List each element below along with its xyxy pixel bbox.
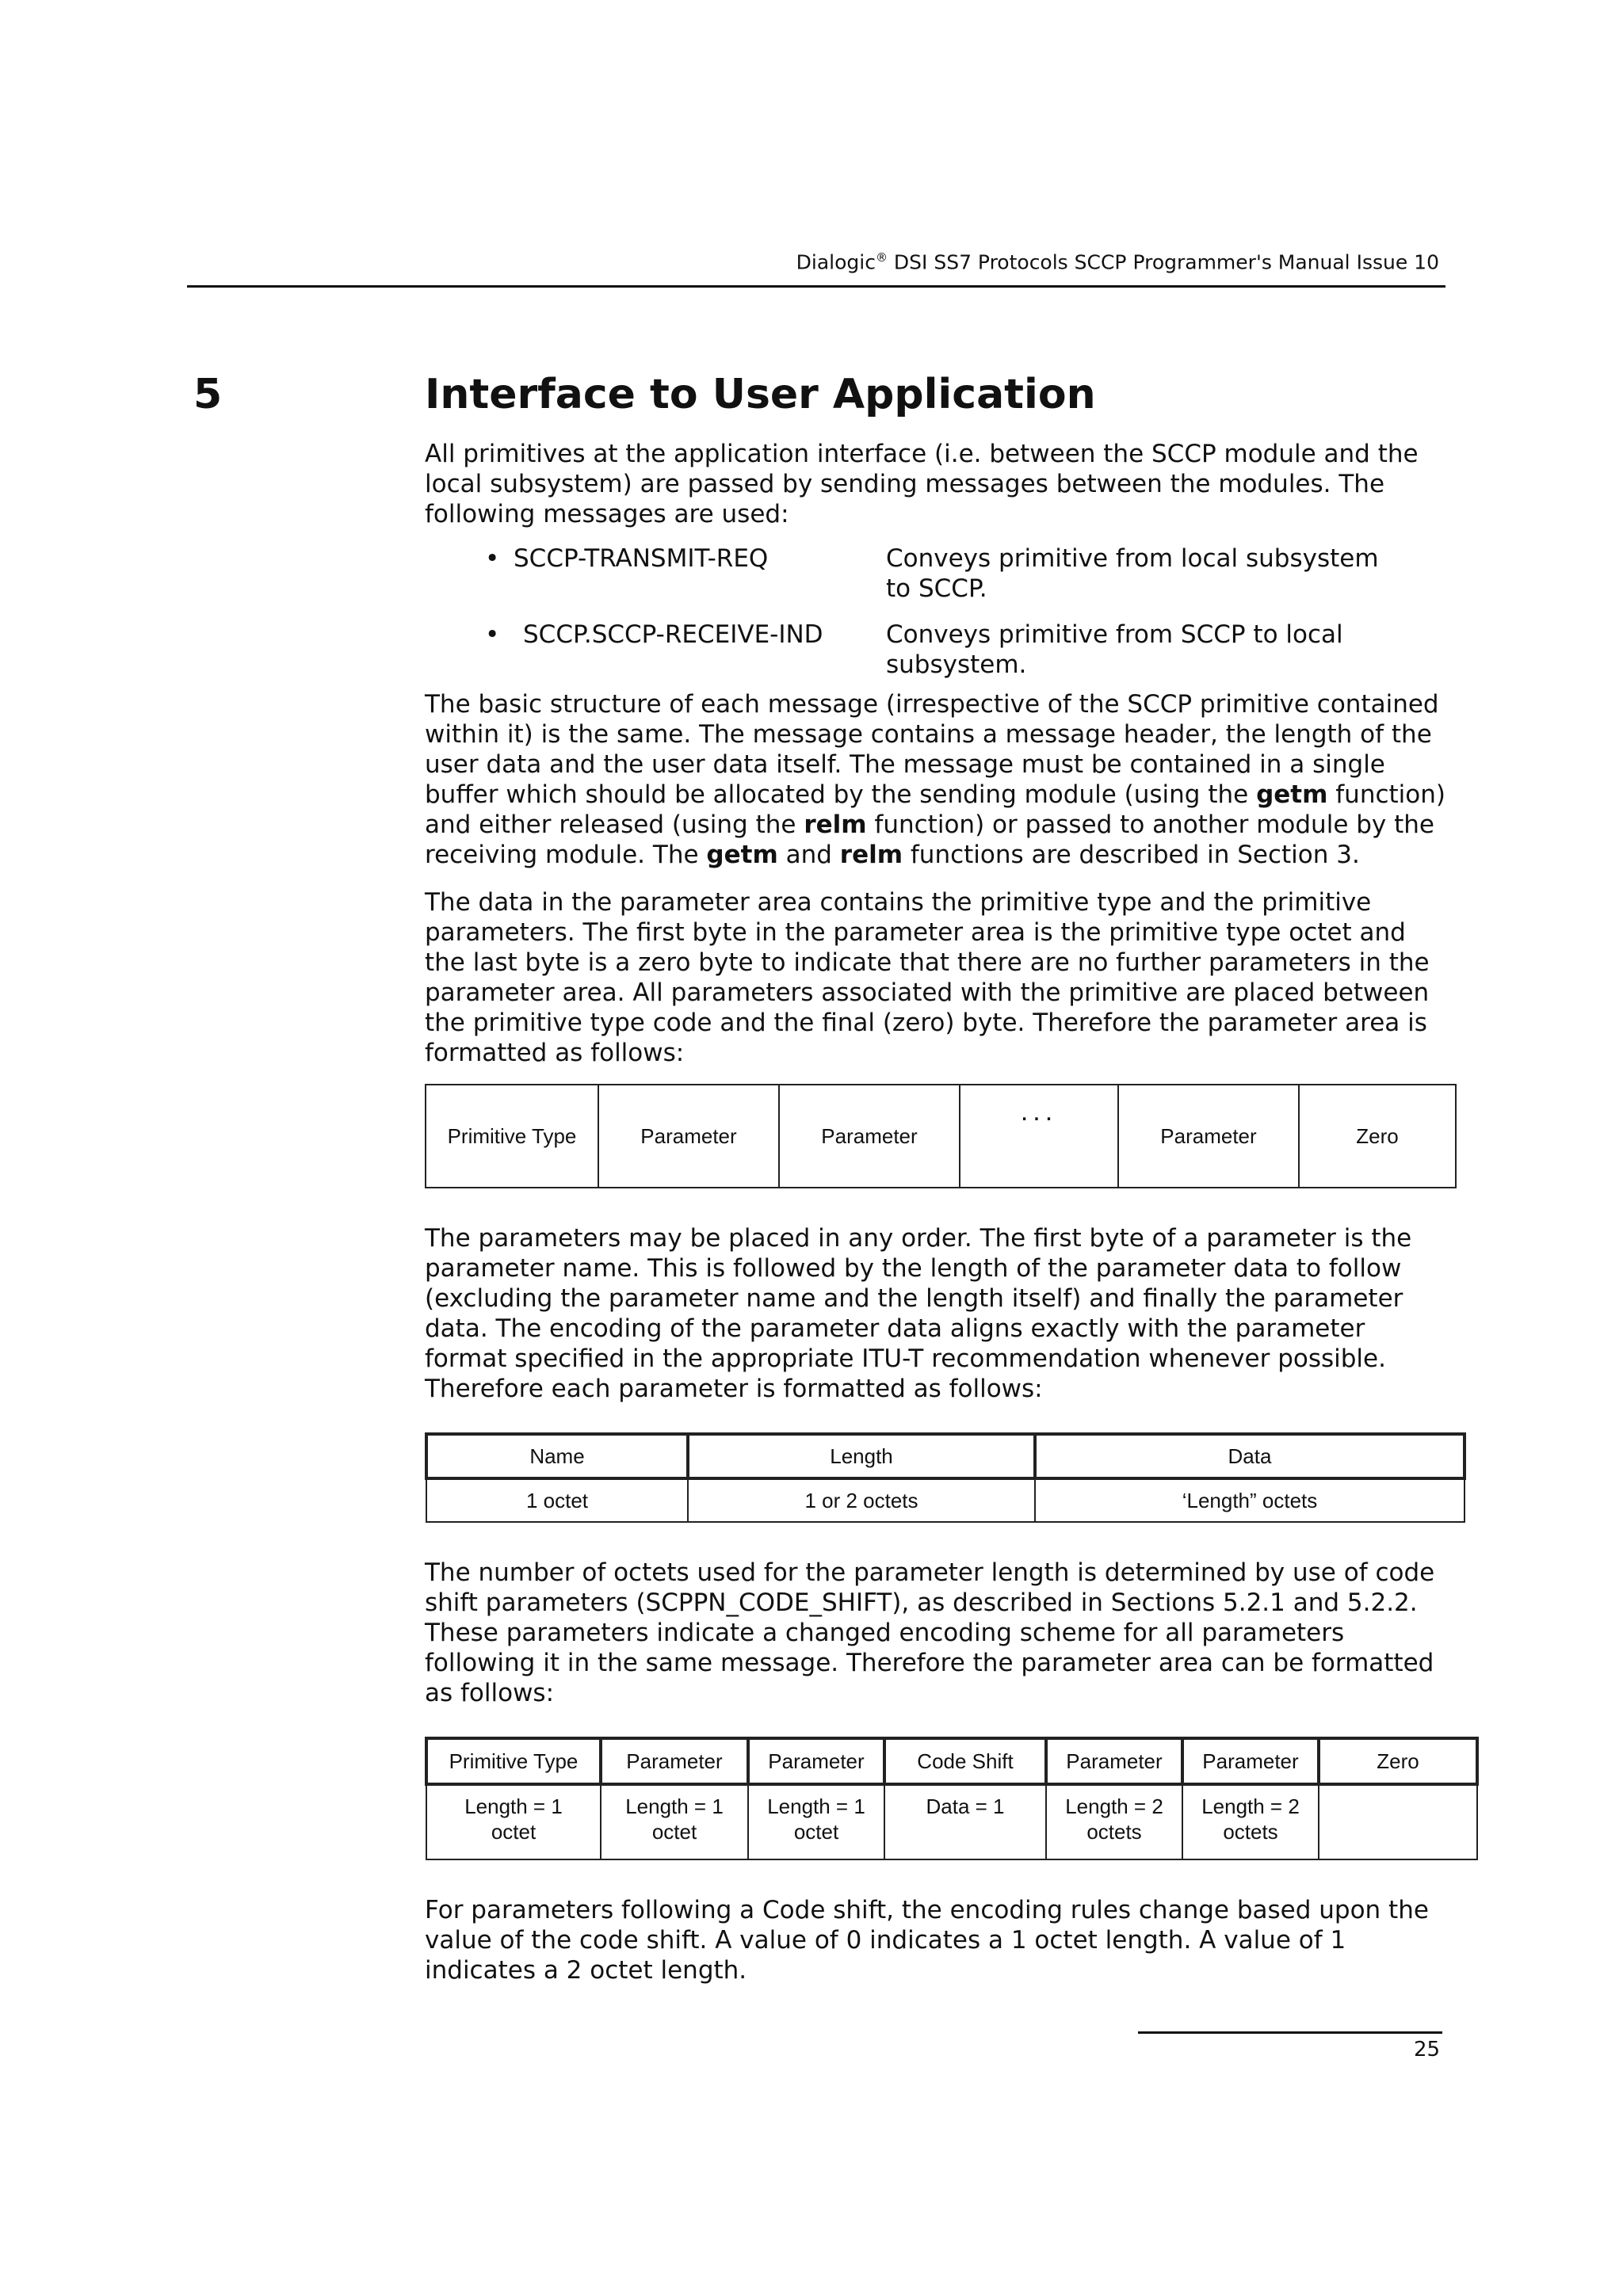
getm-keyword: getm (706, 841, 778, 869)
table-cell: Length = 1 octet (601, 1784, 748, 1859)
table-cell: ‘Length” octets (1035, 1478, 1465, 1522)
message-name: SCCP.SCCP-RECEIVE-IND (523, 620, 823, 649)
table-cell (1319, 1784, 1477, 1859)
intro-paragraph: All primitives at the application interface (i.e. between the SCCP module and the local subsystem) are passed by sending messages between the modules. The following messages are used: (425, 440, 1419, 528)
message-description: Conveys primitive from SCCP to local subsystem. (886, 620, 1343, 679)
table-header-cell: Parameter (1182, 1738, 1319, 1784)
table-cell: Data = 1 (884, 1784, 1046, 1859)
table-cell: Length = 2 octets (1182, 1784, 1319, 1859)
table-header-cell: Name (426, 1434, 688, 1478)
relm-keyword: relm (839, 841, 903, 869)
table-cell: Parameter (598, 1085, 779, 1188)
table-cell: Parameter (1118, 1085, 1299, 1188)
table-header-cell: Parameter (748, 1738, 884, 1784)
list-item (425, 543, 1447, 604)
header-title (796, 250, 1439, 273)
page-header (187, 246, 1445, 288)
parameter-format-paragraph: The parameters may be placed in any order. The first byte of a parameter is the parameter name. This is followed by the length of the parameter data to follow (excluding the parameter name and the length itself) and finally the parameter data. The encoding of the parameter data aligns exactly with the parameter format specified in the appropriate ITU-T recommendation whenever possible. Therefore each parameter is formatted as follows: (425, 1224, 1412, 1403)
bullet-icon: • (485, 544, 500, 573)
code-shift-paragraph: The number of octets used for the parameter length is determined by use of code shift parameters (SCPPN_CODE_SHIFT), as described in Sections 5.2.1 and 5.2.2. These parameters indicate a changed encoding scheme for all parameters following it in the same message. Therefore the parameter area can be formatted as follows: (425, 1558, 1435, 1707)
parameter-area-table (425, 1084, 1457, 1188)
table-header-cell: Primitive Type (426, 1738, 601, 1784)
table-cell: Length = 2 octets (1046, 1784, 1182, 1859)
structure-paragraph: The basic structure of each message (irrespective of the SCCP primitive contained within it) is the same. The message contains a message header, the length of the user data and the user data itself. The message must be contained in a single buffer which should be allocated by the sending module (using the getm function) and either released (using the relm function) or passed to another module by the receiving module. The getm and relm functions are described in Section 3. (425, 690, 1445, 869)
table-cell: Parameter (779, 1085, 960, 1188)
table-cell: 1 or 2 octets (688, 1478, 1035, 1522)
parameter-area-paragraph: The data in the parameter area contains the primitive type and the primitive parameters. The first byte in the parameter area is the primitive type octet and the last byte is a zero byte to indicate that there are no further parameters in the parameter area. All parameters associated with the primitive are placed between the primitive type code and the final (zero) byte. Therefore the parameter area is formatted as follows: (425, 888, 1430, 1067)
table-cell: Zero (1299, 1085, 1456, 1188)
table-header-cell: Data (1035, 1434, 1465, 1478)
table-cell: Length = 1 octet (426, 1784, 601, 1859)
footer-rule (1138, 2031, 1442, 2034)
code-shift-table (425, 1737, 1479, 1860)
relm-keyword: relm (804, 810, 867, 839)
message-description: Conveys primitive from local subsystem to SCCP. (886, 544, 1379, 603)
bullet-icon: • (485, 620, 500, 649)
message-name: SCCP-TRANSMIT-REQ (514, 544, 769, 573)
table-cell: Primitive Type (426, 1085, 598, 1188)
page-number: 25 (1414, 2038, 1441, 2061)
registered-mark: ® (875, 250, 888, 265)
table-header-cell: Parameter (1046, 1738, 1182, 1784)
header-brand: Dialogic (796, 250, 876, 274)
chapter-title: Interface to User Application (425, 371, 1096, 418)
table-header-cell: Code Shift (884, 1738, 1046, 1784)
table-cell: Length = 1 octet (748, 1784, 884, 1859)
main-content (425, 439, 1447, 1985)
table-header-cell: Zero (1319, 1738, 1477, 1784)
parameter-format-table (425, 1432, 1466, 1523)
ellipsis-cell: ... (960, 1085, 1118, 1188)
table-header-cell: Length (688, 1434, 1035, 1478)
getm-keyword: getm (1256, 780, 1328, 809)
table-cell: 1 octet (426, 1478, 688, 1522)
chapter-number: 5 (193, 371, 223, 418)
list-item (425, 620, 1447, 680)
final-paragraph: For parameters following a Code shift, the encoding rules change based upon the value of the code shift. A value of 0 indicates a 1 octet length. A value of 1 indicates a 2 octet length. (425, 1896, 1429, 1985)
table-header-cell: Parameter (601, 1738, 748, 1784)
header-manual-title: DSI SS7 Protocols SCCP Programmer's Manual Issue 10 (887, 250, 1439, 274)
